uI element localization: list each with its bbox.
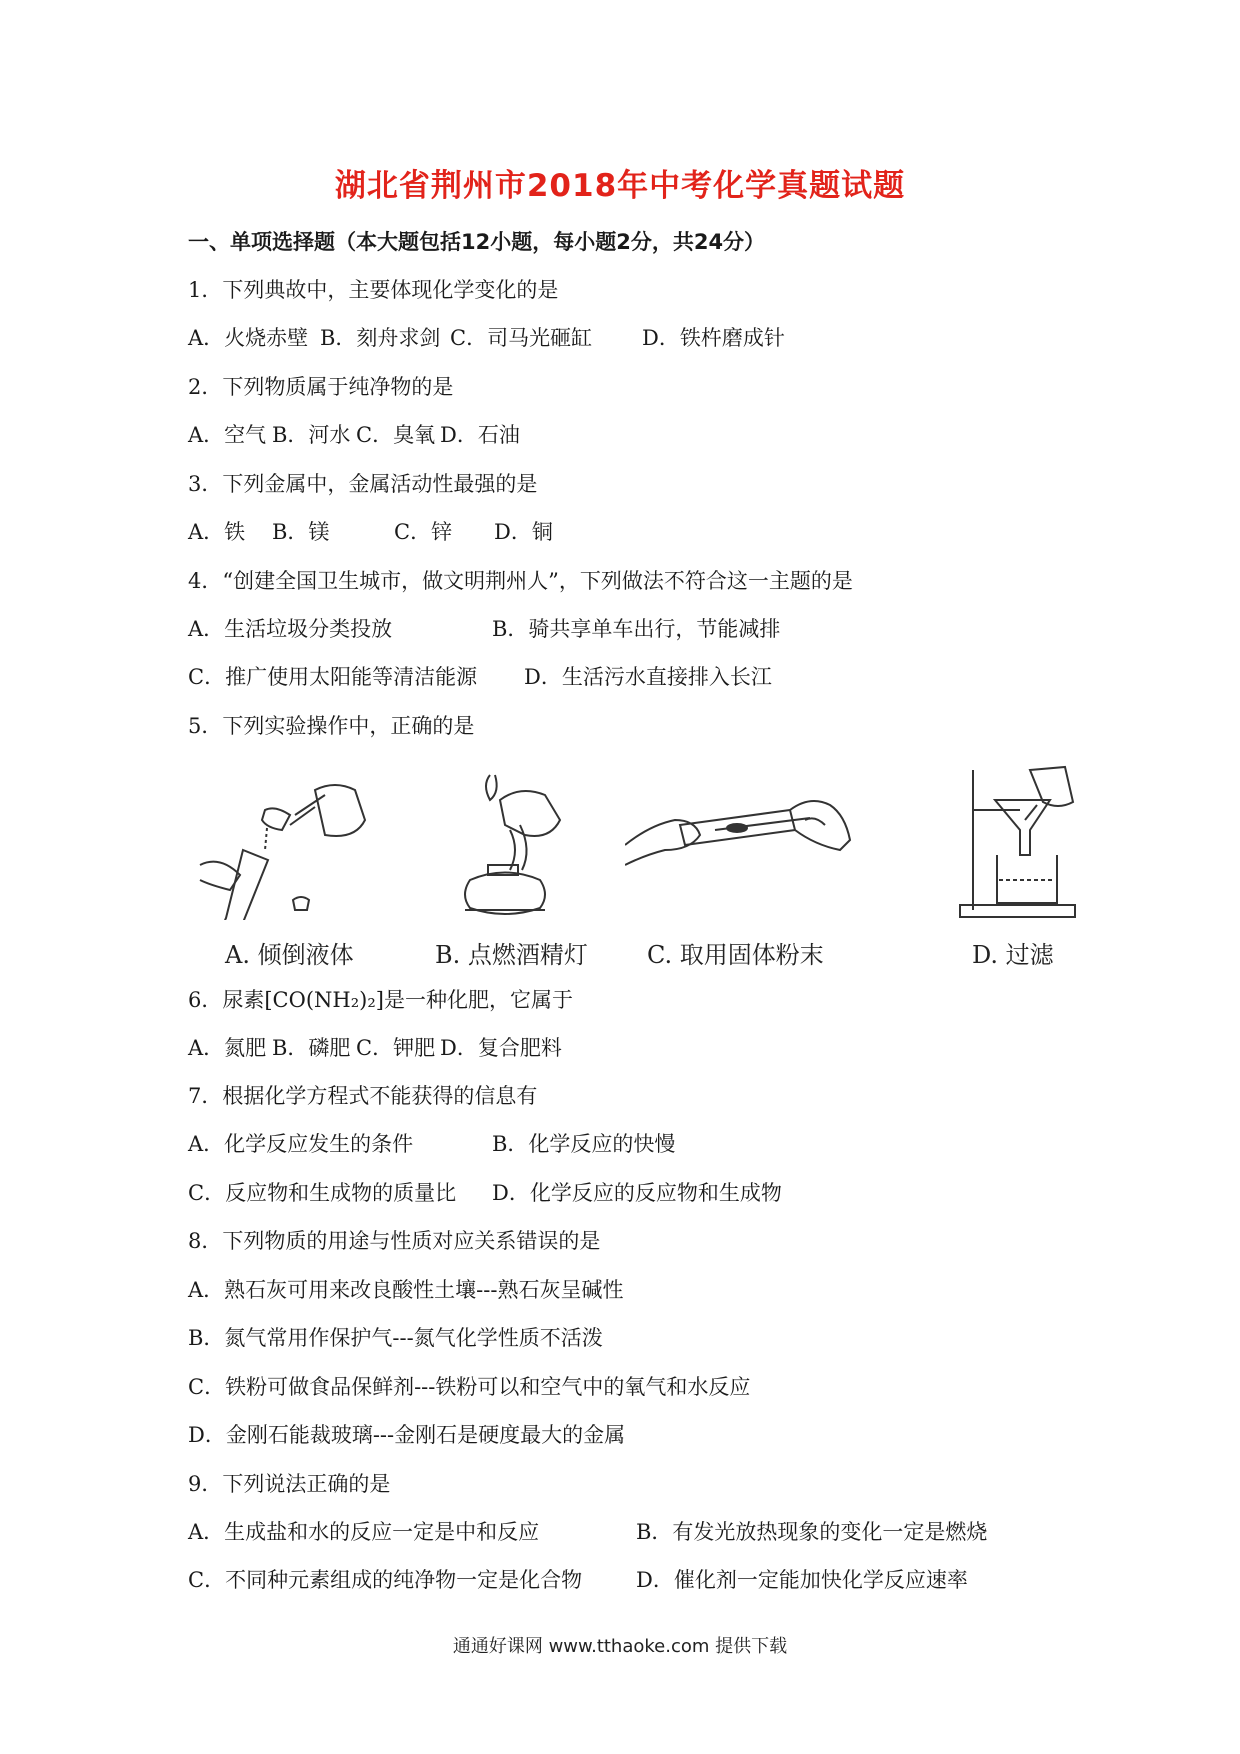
q8-option-b: B．氮气常用作保护气---氮气化学性质不活泼 <box>188 1326 603 1350</box>
q9-option-c: C．不同种元素组成的纯净物一定是化合物 <box>188 1568 583 1592</box>
q7-option-c: C．反应物和生成物的质量比 <box>188 1181 457 1205</box>
caption-c: C. 取用固体粉末 <box>647 941 824 969</box>
caption-b: B. 点燃酒精灯 <box>435 941 588 969</box>
q3-option-b: B．镁 <box>272 520 330 544</box>
q8-option-a: A．熟石灰可用来改良酸性土壤---熟石灰呈碱性 <box>188 1278 624 1302</box>
q2-option-c: C．臭氧 <box>356 423 436 447</box>
q7-option-a: A．化学反应发生的条件 <box>188 1132 414 1156</box>
section-heading: 一、单项选择题（本大题包括12小题，每小题2分，共24分） <box>188 230 766 254</box>
figure-filter <box>955 765 1095 925</box>
footer-source: 通通好课网 www.tthaoke.com 提供下载 <box>452 1636 788 1657</box>
q3-option-d: D．铜 <box>494 520 553 544</box>
q6-option-c: C．钾肥 <box>356 1036 436 1060</box>
q1-option-a: A．火烧赤壁 <box>188 326 309 350</box>
figure-alcohol-lamp <box>450 770 590 920</box>
pour-liquid-icon <box>195 770 385 920</box>
q4-option-d: D．生活污水直接排入长江 <box>524 665 772 689</box>
q6-option-a: A．氮肥 <box>188 1036 267 1060</box>
page-title: 湖北省荆州市2018年中考化学真题试题 <box>334 168 906 204</box>
figure-pour-liquid <box>195 770 385 920</box>
caption-d: D. 过滤 <box>972 941 1054 969</box>
figure-powder <box>625 770 855 920</box>
q2-option-b: B．河水 <box>272 423 351 447</box>
q1-option-b: B．刻舟求剑 <box>320 326 441 350</box>
q8-option-c: C．铁粉可做食品保鲜剂---铁粉可以和空气中的氧气和水反应 <box>188 1375 751 1399</box>
q4-option-b: B．骑共享单车出行，节能减排 <box>492 617 781 641</box>
q2-option-d: D．石油 <box>440 423 520 447</box>
question-1: 1．下列典故中，主要体现化学变化的是 <box>188 278 559 302</box>
alcohol-lamp-icon <box>450 770 590 920</box>
question-3: 3．下列金属中，金属活动性最强的是 <box>188 472 538 496</box>
q6-option-d: D．复合肥料 <box>440 1036 562 1060</box>
q7-option-d: D．化学反应的反应物和生成物 <box>492 1181 782 1205</box>
q9-option-b: B．有发光放热现象的变化一定是燃烧 <box>636 1520 988 1544</box>
powder-spatula-icon <box>625 770 855 920</box>
question-6: 6．尿素[CO(NH₂)₂]是一种化肥，它属于 <box>188 988 573 1012</box>
caption-a: A. 倾倒液体 <box>225 941 354 969</box>
q4-option-c: C．推广使用太阳能等清洁能源 <box>188 665 478 689</box>
q9-option-d: D．催化剂一定能加快化学反应速率 <box>636 1568 968 1592</box>
q2-option-a: A．空气 <box>188 423 267 447</box>
question-5: 5．下列实验操作中，正确的是 <box>188 714 475 738</box>
question-8: 8．下列物质的用途与性质对应关系错误的是 <box>188 1229 601 1253</box>
q3-option-a: A．铁 <box>188 520 246 544</box>
question-9: 9．下列说法正确的是 <box>188 1472 391 1496</box>
q8-option-d: D．金刚石能裁玻璃---金刚石是硬度最大的金属 <box>188 1423 626 1447</box>
question-7: 7．根据化学方程式不能获得的信息有 <box>188 1084 538 1108</box>
q3-option-c: C．锌 <box>394 520 453 544</box>
question-2: 2．下列物质属于纯净物的是 <box>188 375 454 399</box>
question-4: 4．“创建全国卫生城市，做文明荆州人”，下列做法不符合这一主题的是 <box>188 569 853 593</box>
q9-option-a: A．生成盐和水的反应一定是中和反应 <box>188 1520 540 1544</box>
q7-option-b: B．化学反应的快慢 <box>492 1132 676 1156</box>
q1-option-c: C．司马光砸缸 <box>450 326 593 350</box>
q1-option-d: D．铁杵磨成针 <box>642 326 785 350</box>
filtration-stand-icon <box>955 765 1095 925</box>
q6-option-b: B．磷肥 <box>272 1036 351 1060</box>
q4-option-a: A．生活垃圾分类投放 <box>188 617 393 641</box>
